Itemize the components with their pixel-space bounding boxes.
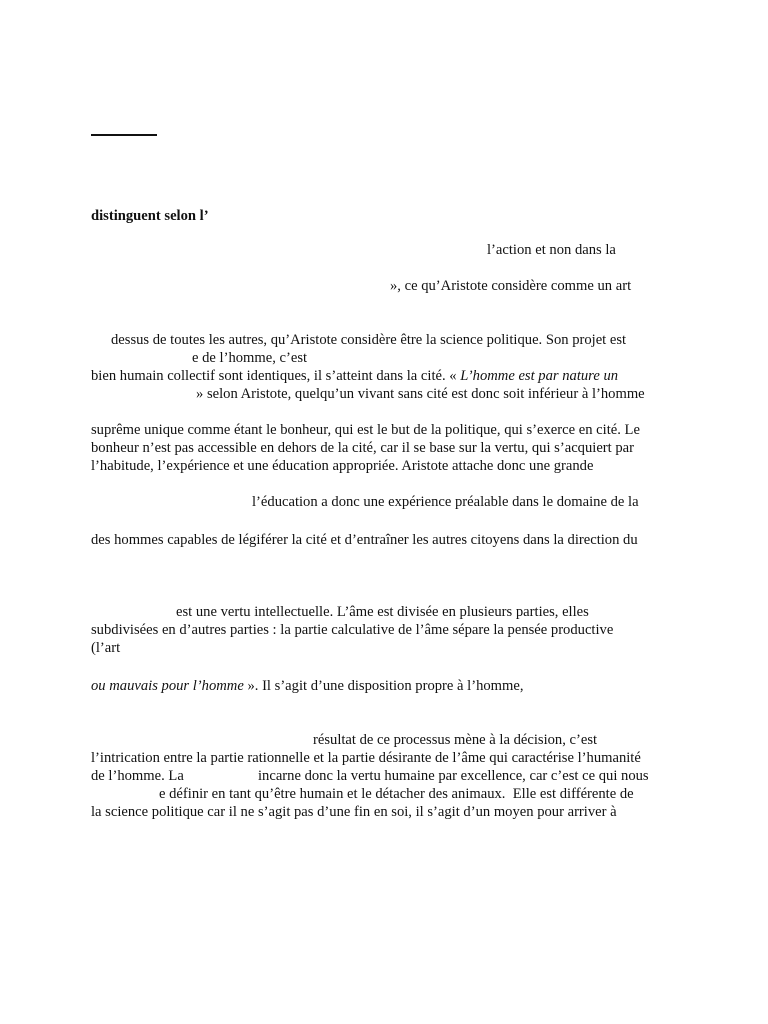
text-line: bonheur n’est pas accessible en dehors de la cité, car il se base sur la vertu, qui s’acquiert par [91, 440, 634, 456]
text-span: ». Il s’agit d’une disposition propre à l’homme, [243, 678, 524, 694]
text-line: incarne donc la vertu humaine par excellence, car c’est ce qui nous [258, 768, 649, 784]
quote-italic: ou mauvais pour l’homme [91, 678, 244, 694]
text-line: l’intrication entre la partie rationnelle et la partie désirante de l’âme qui caractérise l’humanité [91, 750, 641, 766]
text-line [91, 367, 618, 385]
text-line: (l’art [91, 640, 121, 656]
text-line: », ce qu’Aristote considère comme un art [390, 278, 632, 294]
text-line: la science politique car il ne s’agit pas d’une fin en soi, il s’agit d’un moyen pour arriver à [91, 804, 617, 820]
text-line: l’éducation a donc une expérience préalable dans le domaine de la [252, 494, 639, 510]
text-span: bien humain collectif sont identiques, il s’atteint dans la cité. « [91, 368, 461, 384]
heading-fragment: distinguent selon l’ [91, 208, 209, 224]
text-line [91, 677, 524, 695]
text-line: l’habitude, l’expérience et une éducation appropriée. Aristote attache donc une grande [91, 458, 594, 474]
text-line: » selon Aristote, quelqu’un vivant sans cité est donc soit inférieur à l’homme [196, 386, 645, 402]
underline-rule [91, 134, 157, 136]
text-line: de l’homme. La [91, 768, 184, 784]
text-line: suprême unique comme étant le bonheur, qui est le but de la politique, qui s’exerce en cité. Le [91, 422, 640, 438]
text-line: des hommes capables de légiférer la cité et d’entraîner les autres citoyens dans la direction du [91, 532, 638, 548]
text-line: est une vertu intellectuelle. L’âme est divisée en plusieurs parties, elles [176, 604, 589, 620]
text-line: dessus de toutes les autres, qu’Aristote considère être la science politique. Son projet est [111, 332, 627, 348]
text-line: e de l’homme, c’est [192, 350, 308, 366]
text-line: subdivisées en d’autres parties : la partie calculative de l’âme sépare la pensée productive [91, 622, 614, 638]
text-line: e définir en tant qu’être humain et le détacher des animaux. Elle est différente de [159, 786, 634, 802]
text-line: résultat de ce processus mène à la décision, c’est [313, 732, 598, 748]
quote-italic: L’homme est par nature un [460, 368, 619, 384]
text-line: l’action et non dans la [487, 242, 616, 258]
